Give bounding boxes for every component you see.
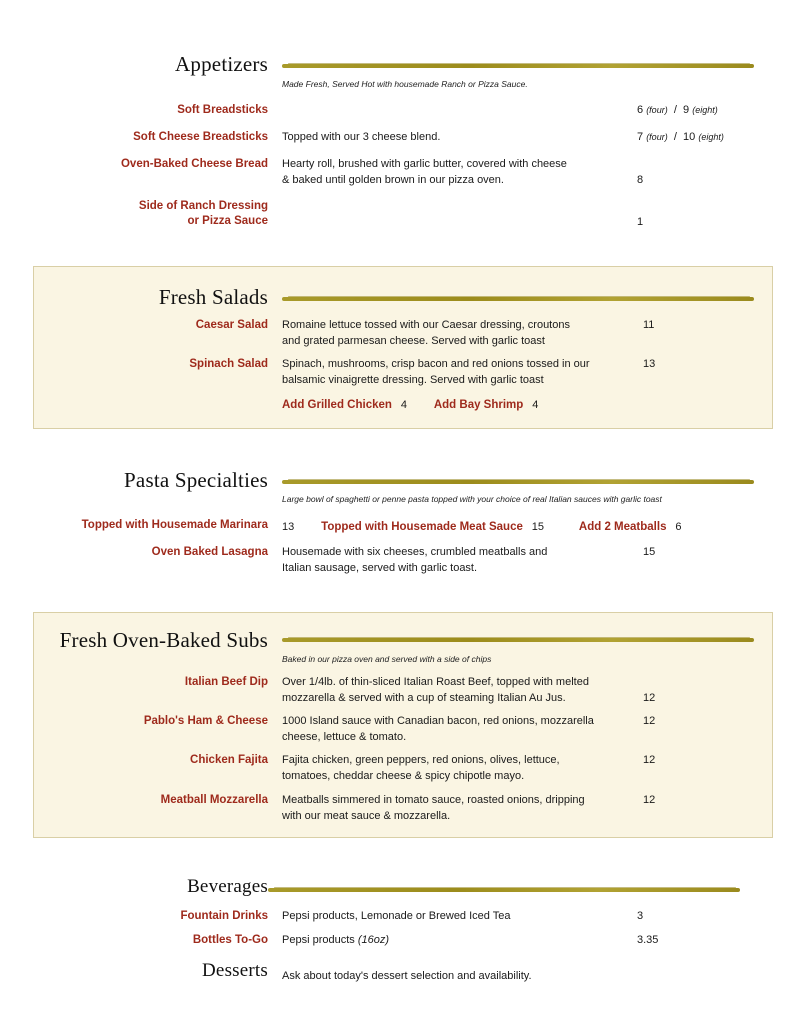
item-description: Fajita chicken, green peppers, red onions, olives, lettuce, tomatoes, cheddar cheese & spicy chipotle mayo. [282, 754, 560, 782]
item-price: 15 [643, 546, 656, 558]
beverages-heading: Beverages [187, 876, 268, 897]
item-description: Housemade with six cheeses, crumbled meatballs and Italian sausage, served with garlic toast. [282, 546, 548, 574]
item-name: Italian Beef Dip [184, 676, 268, 688]
item-name: Side of Ranch Dressing or Pizza Sauce [138, 200, 268, 227]
item-price: 3 [637, 910, 644, 922]
pasta-option-price: 6 [675, 521, 682, 533]
pasta-heading: Pasta Specialties [124, 468, 268, 492]
pasta-options-row [282, 518, 682, 535]
item-name: Pablo's Ham & Cheese [143, 715, 268, 727]
item-description: Spinach, mushrooms, crisp bacon and red onions tossed in our balsamic vinaigrette dressing. Served with garlic toast [282, 358, 590, 386]
item-name: Caesar Salad [195, 319, 268, 331]
addon-name: Add Bay Shrimp [433, 399, 524, 411]
item-description: Meatballs simmered in tomato sauce, roasted onions, dripping with our meat sauce & mozzarella. [282, 794, 585, 822]
pasta-option-price: 13 [282, 521, 295, 533]
desserts-description: Ask about today's dessert selection and availability. [282, 970, 532, 982]
item-price: 12 [643, 692, 656, 704]
desserts-heading: Desserts [202, 960, 268, 981]
item-price: 3.35 [637, 934, 659, 946]
addon-name: Add Grilled Chicken [282, 399, 392, 411]
item-price: 12 [643, 715, 656, 727]
item-price: 13 [643, 358, 656, 370]
item-name: Soft Cheese Breadsticks [133, 131, 268, 143]
item-price: 11 [643, 319, 655, 331]
item-price: 12 [643, 794, 656, 806]
pasta-subtitle: Large bowl of spaghetti or penne pasta topped with your choice of real Italian sauces with garlic toast [282, 494, 662, 504]
appetizers-divider [282, 64, 754, 68]
item-name: Meatball Mozzarella [160, 794, 268, 806]
item-description: Pepsi products, Lemonade or Brewed Iced Tea [282, 910, 511, 922]
item-price: 7 (four) / 10 (eight) [637, 131, 724, 143]
subs-subtitle: Baked in our pizza oven and served with a side of chips [282, 654, 492, 664]
item-name: Bottles To-Go [192, 934, 268, 946]
item-price: 12 [643, 754, 656, 766]
addon-price: 4 [532, 399, 539, 411]
addon-price: 4 [400, 399, 407, 411]
subs-divider [282, 638, 754, 642]
item-price: 8 [637, 174, 644, 186]
item-description: Hearty roll, brushed with garlic butter, covered with cheese & baked until golden brown in our pizza oven. [282, 158, 567, 186]
item-description: Romaine lettuce tossed with our Caesar dressing, croutons and grated parmesan cheese. Served with garlic toast [282, 319, 570, 347]
pasta-option-name: Topped with Housemade Marinara [81, 519, 268, 531]
item-description: Topped with our 3 cheese blend. [282, 131, 441, 143]
item-name: Chicken Fajita [190, 754, 268, 766]
pasta-option-name: Add 2 Meatballs [578, 521, 667, 533]
item-name: Oven Baked Lasagna [151, 546, 268, 558]
pasta-option-name: Topped with Housemade Meat Sauce [321, 521, 523, 533]
salads-heading: Fresh Salads [158, 285, 268, 309]
pasta-divider [282, 480, 754, 484]
subs-heading: Fresh Oven-Baked Subs [59, 628, 268, 652]
pasta-option-price: 15 [531, 521, 545, 533]
item-name: Fountain Drinks [180, 910, 268, 922]
appetizers-heading: Appetizers [175, 52, 268, 76]
beverages-divider [268, 888, 740, 892]
salad-addons [282, 396, 538, 413]
appetizers-subtitle: Made Fresh, Served Hot with housemade Ranch or Pizza Sauce. [282, 79, 528, 89]
item-description: 1000 Island sauce with Canadian bacon, red onions, mozzarella cheese, lettuce & tomato. [282, 715, 594, 743]
item-name: Soft Breadsticks [177, 104, 268, 116]
item-price: 6 (four) / 9 (eight) [637, 104, 718, 116]
item-price: 1 [637, 216, 644, 228]
item-description: Pepsi products (16oz) [282, 934, 390, 946]
salads-divider [282, 297, 754, 301]
item-name: Oven-Baked Cheese Bread [120, 158, 268, 170]
item-description: Over 1/4lb. of thin-sliced Italian Roast Beef, topped with melted mozzarella & served with a cup of steaming Italian Au Jus. [282, 676, 589, 704]
item-name: Spinach Salad [189, 358, 268, 370]
